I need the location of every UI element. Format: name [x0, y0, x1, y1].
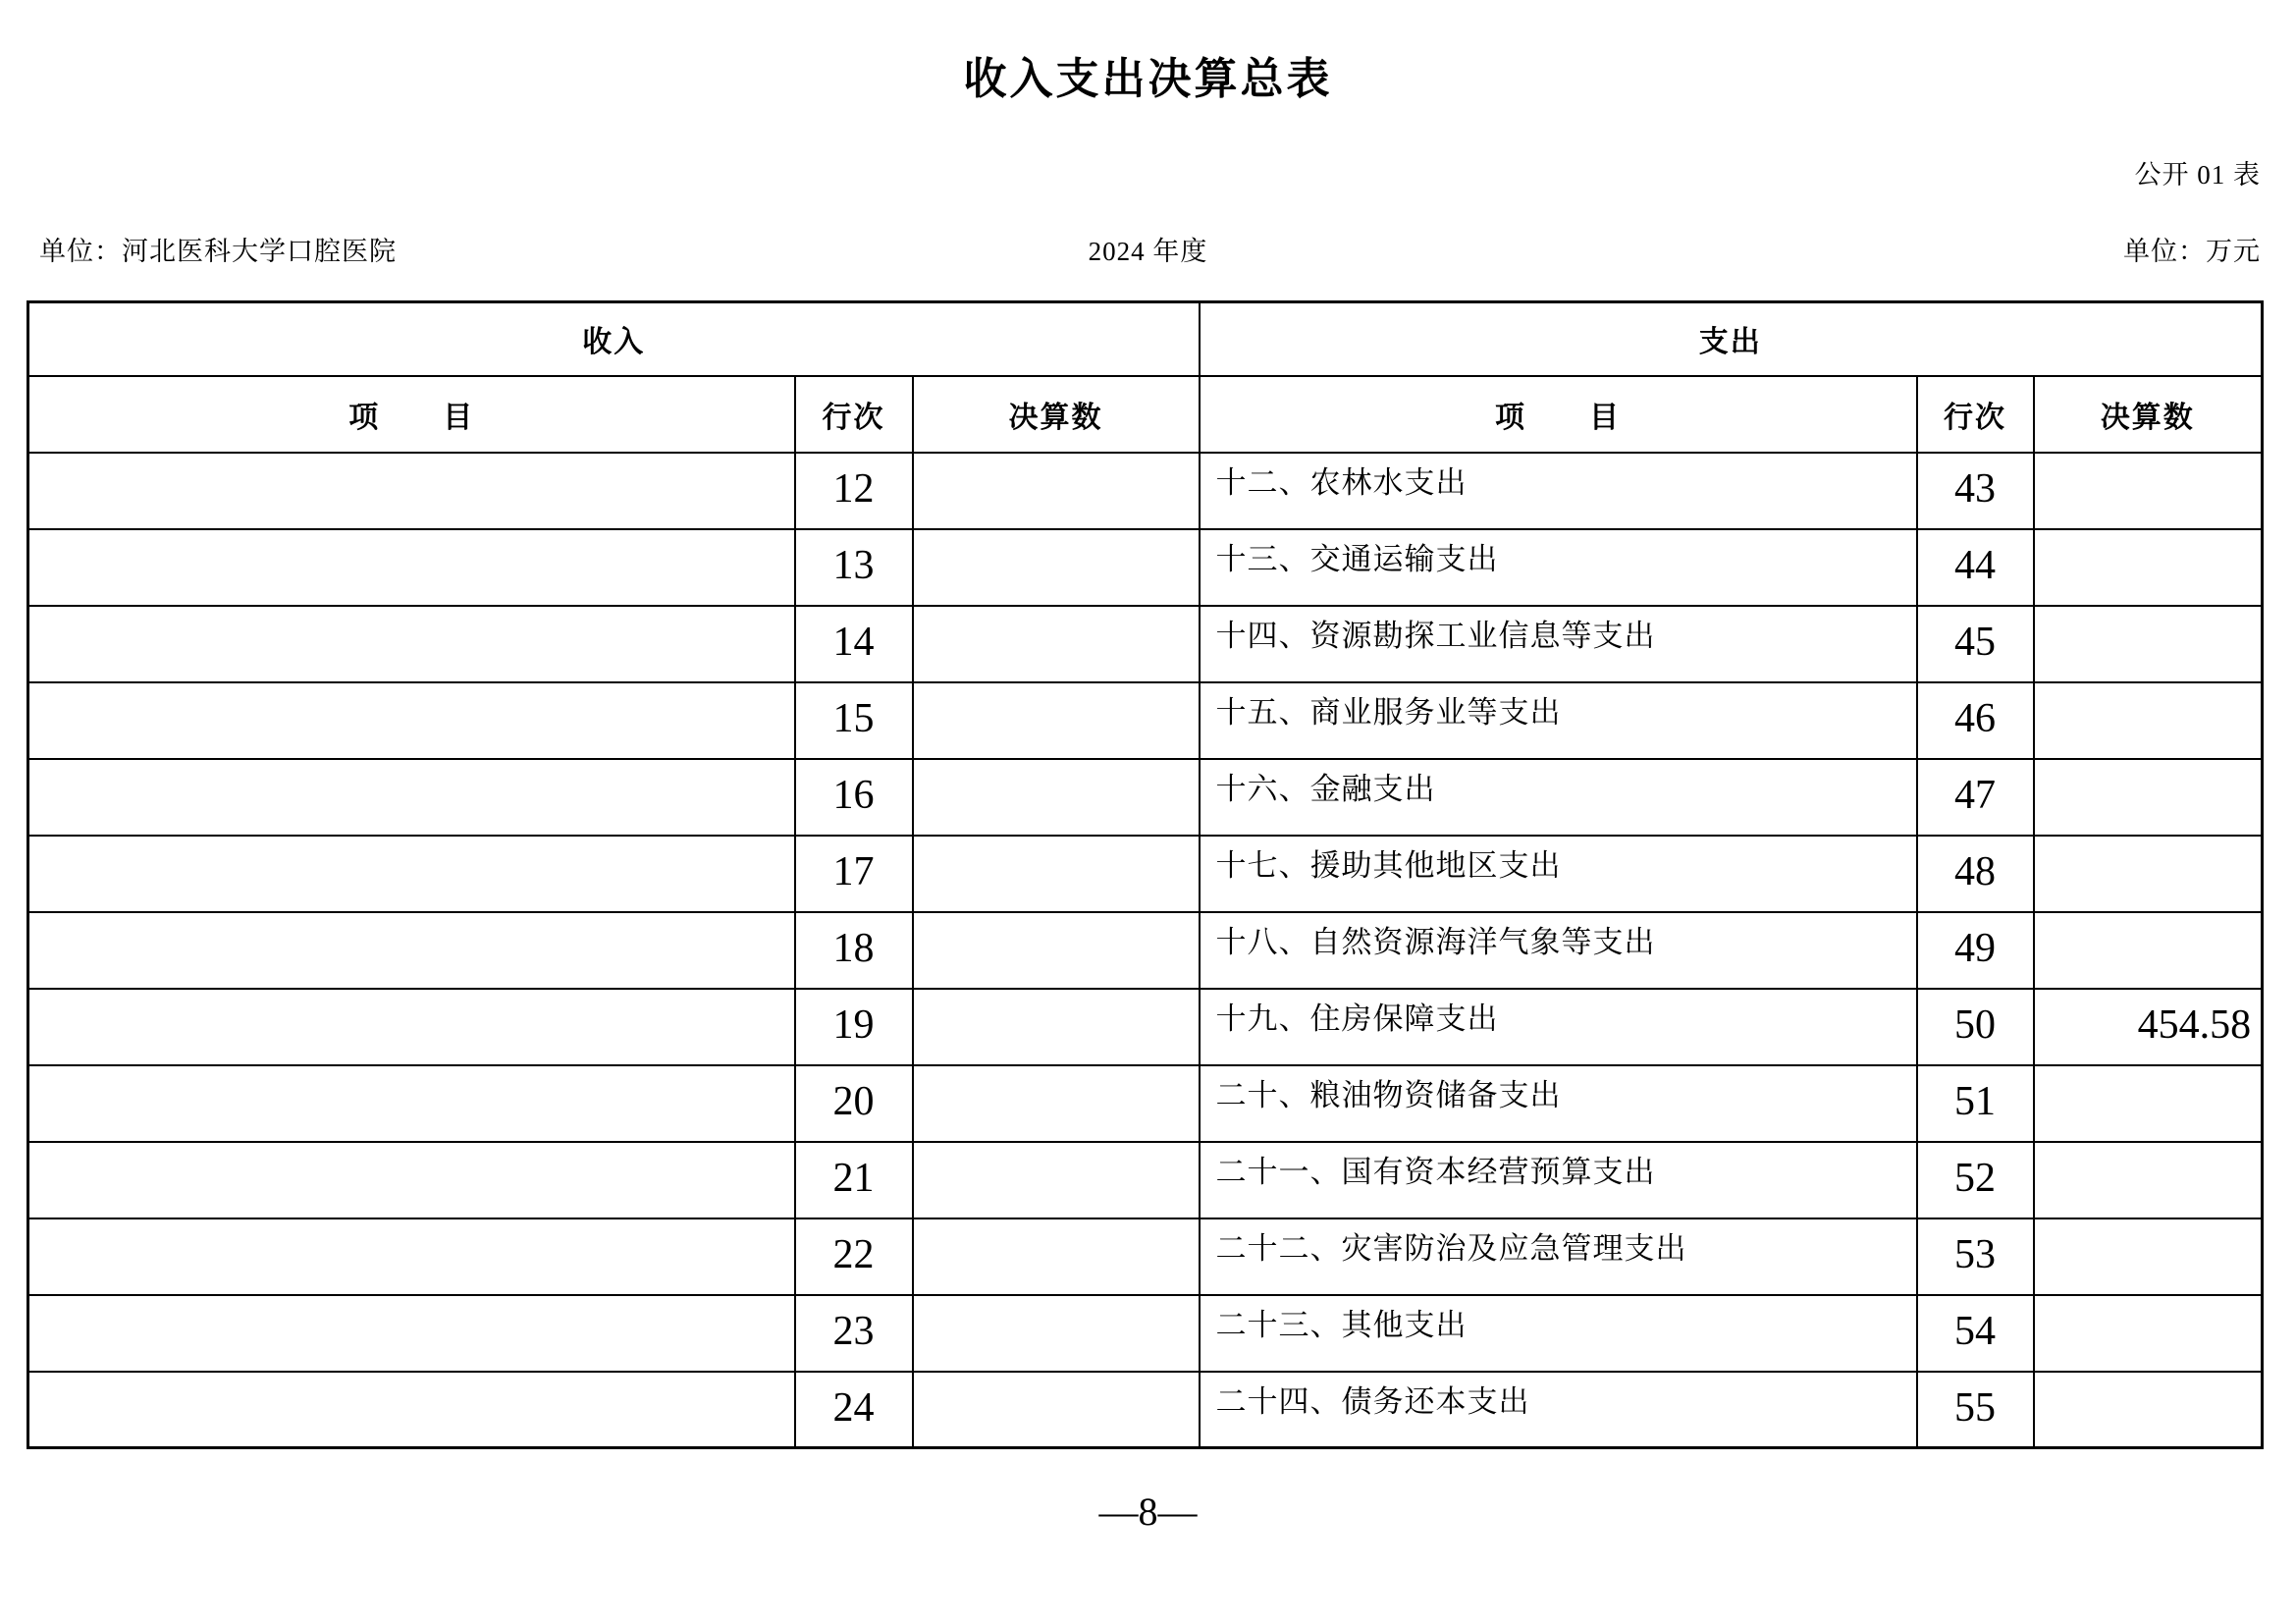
expenditure-line-cell: 52: [1917, 1142, 2034, 1218]
income-line-cell: 22: [795, 1218, 913, 1295]
expenditure-line-cell: 44: [1917, 529, 2034, 606]
income-amount-cell: [913, 453, 1200, 529]
expenditure-item-cell: 十八、自然资源海洋气象等支出: [1200, 912, 1917, 989]
expenditure-line-cell: 55: [1917, 1372, 2034, 1448]
expenditure-line-cell: 53: [1917, 1218, 2034, 1295]
income-item-column-header: 项 目: [28, 376, 795, 453]
expenditure-item-cell: 二十三、其他支出: [1200, 1295, 1917, 1372]
income-item-cell: [28, 1218, 795, 1295]
expenditure-item-cell: 二十四、债务还本支出: [1200, 1372, 1917, 1448]
income-item-cell: [28, 453, 795, 529]
expenditure-amount-cell: [2034, 529, 2263, 606]
income-line-cell: 18: [795, 912, 913, 989]
expenditure-line-cell: 45: [1917, 606, 2034, 682]
expenditure-item-cell: 十七、援助其他地区支出: [1200, 836, 1917, 912]
expenditure-item-cell: 十二、农林水支出: [1200, 453, 1917, 529]
income-line-cell: 24: [795, 1372, 913, 1448]
expenditure-amount-cell: [2034, 1142, 2263, 1218]
table-row: [28, 1372, 2263, 1448]
table-row: [28, 1142, 2263, 1218]
expenditure-item-cell: 十五、商业服务业等支出: [1200, 682, 1917, 759]
income-amount-cell: [913, 836, 1200, 912]
reporting-unit-label: 单位：河北医科大学口腔医院: [39, 237, 397, 266]
income-amount-cell: [913, 1142, 1200, 1218]
income-item-cell: [28, 1142, 795, 1218]
expenditure-line-cell: 50: [1917, 989, 2034, 1065]
income-line-cell: 15: [795, 682, 913, 759]
income-line-cell: 20: [795, 1065, 913, 1142]
income-line-cell: 12: [795, 453, 913, 529]
expenditure-amount-cell: [2034, 1065, 2263, 1142]
expenditure-item-column-header: 项 目: [1200, 376, 1917, 453]
income-amount-cell: [913, 606, 1200, 682]
expenditure-amount-cell: [2034, 759, 2263, 836]
income-amount-column-header: 决算数: [913, 376, 1200, 453]
expenditure-line-cell: 48: [1917, 836, 2034, 912]
meta-row: [35, 230, 2261, 265]
income-item-cell: [28, 912, 795, 989]
table-row: [28, 836, 2263, 912]
income-item-cell: [28, 606, 795, 682]
expenditure-amount-cell: [2034, 1372, 2263, 1448]
fiscal-year-label: 2024 年度: [1088, 237, 1208, 266]
expenditure-item-cell: 二十一、国有资本经营预算支出: [1200, 1142, 1917, 1218]
expenditure-line-cell: 43: [1917, 453, 2034, 529]
expenditure-line-cell: 54: [1917, 1295, 2034, 1372]
income-line-cell: 16: [795, 759, 913, 836]
income-line-cell: 14: [795, 606, 913, 682]
expenditure-amount-cell: [2034, 606, 2263, 682]
table-row: [28, 606, 2263, 682]
table-row: [28, 1065, 2263, 1142]
currency-unit-label: 单位：万元: [2123, 237, 2261, 266]
expenditure-section-header: 支出: [1200, 302, 2263, 376]
summary-table: [27, 300, 2264, 1449]
income-amount-cell: [913, 1218, 1200, 1295]
section-header-row: [28, 302, 2263, 376]
table-tag-label: 公开 01 表: [2134, 160, 2261, 189]
expenditure-line-column-header: 行次: [1917, 376, 2034, 453]
income-amount-cell: [913, 1372, 1200, 1448]
expenditure-item-cell: 二十二、灾害防治及应急管理支出: [1200, 1218, 1917, 1295]
page-number: —8—: [1098, 1489, 1198, 1534]
income-item-cell: [28, 529, 795, 606]
table-row: [28, 529, 2263, 606]
expenditure-line-cell: 49: [1917, 912, 2034, 989]
expenditure-amount-cell: [2034, 836, 2263, 912]
income-item-cell: [28, 1065, 795, 1142]
income-amount-cell: [913, 529, 1200, 606]
income-item-cell: [28, 836, 795, 912]
income-amount-cell: [913, 1065, 1200, 1142]
table-row: [28, 1295, 2263, 1372]
income-line-cell: 19: [795, 989, 913, 1065]
expenditure-line-cell: 51: [1917, 1065, 2034, 1142]
income-item-cell: [28, 1372, 795, 1448]
expenditure-amount-cell: [2034, 912, 2263, 989]
expenditure-item-cell: 二十、粮油物资储备支出: [1200, 1065, 1917, 1142]
table-row: [28, 682, 2263, 759]
expenditure-line-cell: 46: [1917, 682, 2034, 759]
expenditure-item-cell: 十三、交通运输支出: [1200, 529, 1917, 606]
income-amount-cell: [913, 759, 1200, 836]
expenditure-amount-cell: [2034, 1218, 2263, 1295]
expenditure-amount-cell: [2034, 453, 2263, 529]
income-item-cell: [28, 759, 795, 836]
income-line-cell: 21: [795, 1142, 913, 1218]
table-row: [28, 912, 2263, 989]
expenditure-item-cell: 十九、住房保障支出: [1200, 989, 1917, 1065]
income-amount-cell: [913, 1295, 1200, 1372]
income-item-cell: [28, 989, 795, 1065]
table-row: [28, 759, 2263, 836]
income-line-column-header: 行次: [795, 376, 913, 453]
expenditure-item-cell: 十六、金融支出: [1200, 759, 1917, 836]
table-row: [28, 989, 2263, 1065]
income-line-cell: 13: [795, 529, 913, 606]
income-amount-cell: [913, 682, 1200, 759]
income-item-cell: [28, 682, 795, 759]
table-body: [28, 453, 2263, 1448]
income-line-cell: 17: [795, 836, 913, 912]
expenditure-line-cell: 47: [1917, 759, 2034, 836]
expenditure-amount-cell: 454.58: [2034, 989, 2263, 1065]
income-section-header: 收入: [28, 302, 1200, 376]
income-line-cell: 23: [795, 1295, 913, 1372]
page-title: 收入支出决算总表: [963, 55, 1333, 103]
table-row: [28, 453, 2263, 529]
income-amount-cell: [913, 989, 1200, 1065]
income-amount-cell: [913, 912, 1200, 989]
expenditure-amount-column-header: 决算数: [2034, 376, 2263, 453]
income-item-cell: [28, 1295, 795, 1372]
column-header-row: [28, 376, 2263, 453]
table-row: [28, 1218, 2263, 1295]
expenditure-amount-cell: [2034, 682, 2263, 759]
expenditure-amount-cell: [2034, 1295, 2263, 1372]
summary-table-container: [27, 300, 2264, 1449]
expenditure-item-cell: 十四、资源勘探工业信息等支出: [1200, 606, 1917, 682]
